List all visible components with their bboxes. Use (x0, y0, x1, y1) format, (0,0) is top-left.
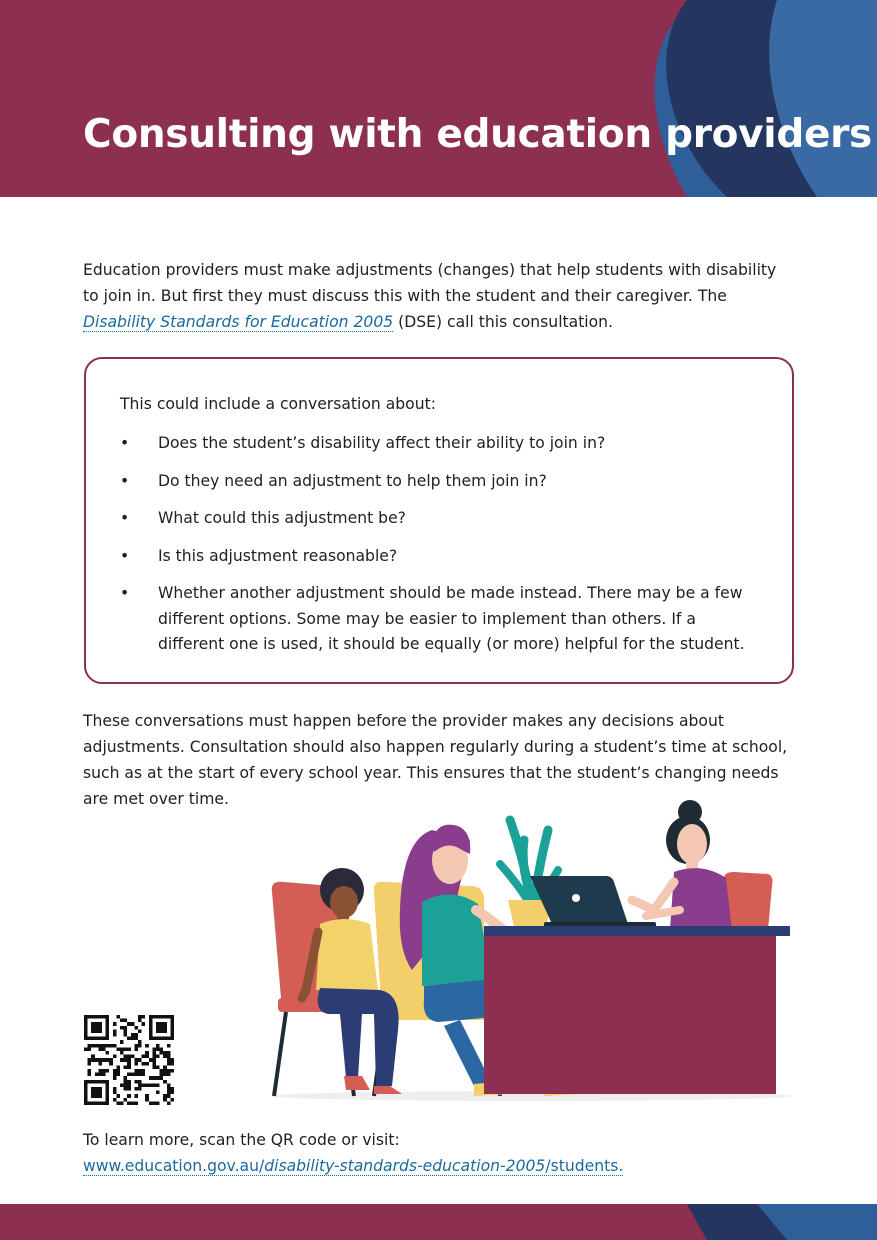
list-item (120, 581, 760, 658)
page-title: Consulting with education providers (83, 112, 872, 157)
bullet-icon: • (120, 584, 130, 602)
closing-paragraph: These conversations must happen before the provider makes any decisions about adjustments. Consultation should also happen regularly during a student’s time at school, such as at the start of every school year. This ensures that the student’s changing needs are met over time. (83, 712, 788, 808)
list-item-text: Do they need an adjustment to help them join in? (158, 471, 547, 490)
intro-paragraph (83, 257, 793, 335)
students-page-link[interactable]: www.education.gov.au/disability-standards-education-2005/students. (83, 1157, 624, 1175)
consultation-topics-box (84, 357, 794, 684)
consultation-meeting-illustration (262, 800, 798, 1102)
header-wave-decoration (577, 0, 877, 197)
bullet-icon: • (120, 434, 130, 452)
intro-text-after: (DSE) call this consultation. (393, 313, 614, 331)
intro-text-before: Education providers must make adjustments (changes) that help students with disability to join in. But first they must discuss this with the student and their caregiver. The (83, 261, 777, 305)
bullet-icon: • (120, 509, 130, 527)
list-item (120, 431, 760, 457)
learn-more-text: To learn more, scan the QR code or visit: (83, 1131, 400, 1149)
header-banner (0, 0, 877, 197)
list-item-text: Does the student’s disability affect their ability to join in? (158, 434, 606, 452)
list-item (120, 544, 760, 570)
callout-lead: This could include a conversation about: (120, 395, 436, 413)
qr-code[interactable] (84, 1015, 174, 1105)
list-item-text: What could this adjustment be? (158, 509, 406, 527)
dse-document-link[interactable]: Disability Standards for Education 2005 (83, 313, 394, 331)
footer-bar (0, 1204, 877, 1240)
list-item (120, 506, 760, 532)
list-item-text: Whether another adjustment should be made instead. There may be a few different options. Some may be easier to implement than others. If a different one is used, it should be equally (or more) helpful for the student. (158, 584, 745, 653)
bullet-icon: • (120, 546, 130, 565)
list-item-text: Is this adjustment reasonable? (158, 546, 398, 565)
learn-more-section (83, 1127, 623, 1179)
list-item (120, 469, 760, 495)
consultation-topics-list (120, 431, 760, 670)
footer-wave-decoration (677, 1204, 877, 1240)
bullet-icon: • (120, 471, 130, 490)
